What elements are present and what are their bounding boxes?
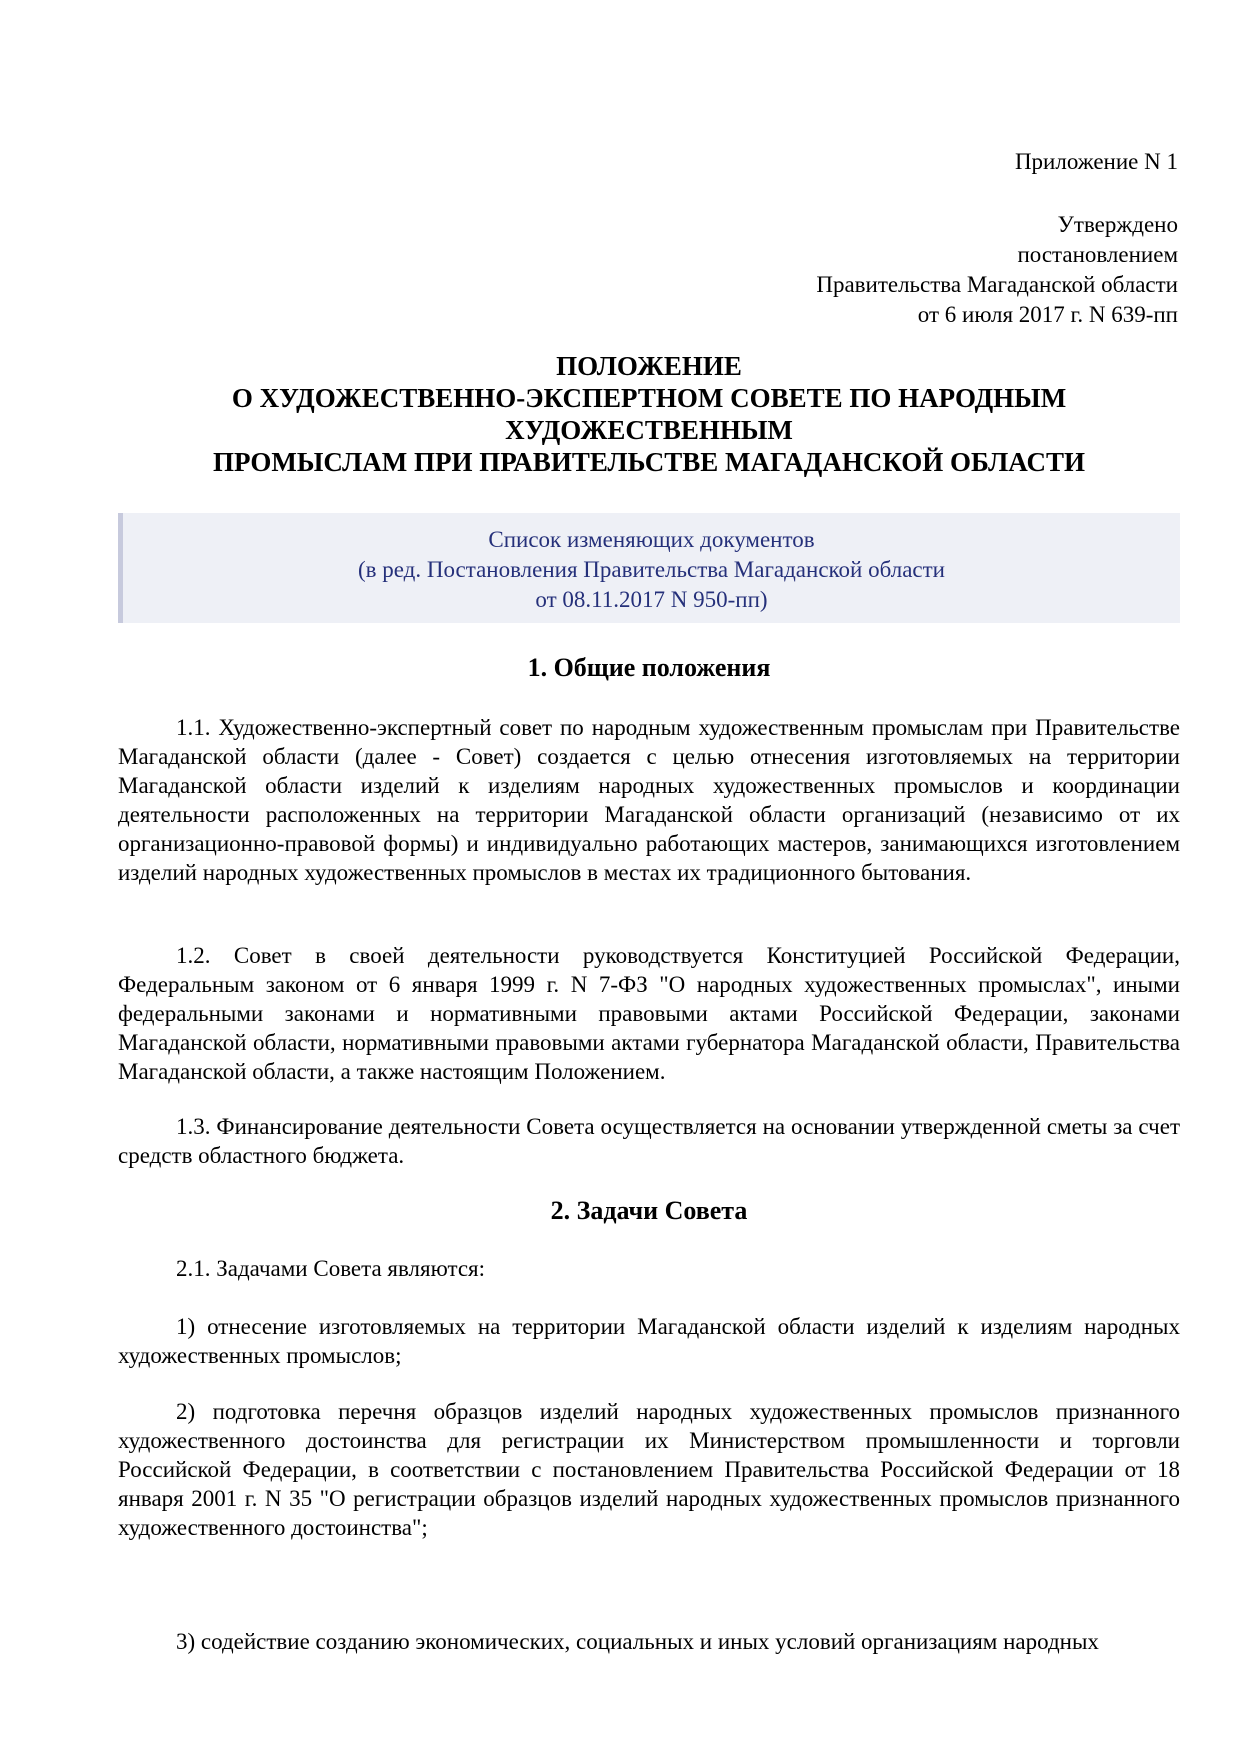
section-heading: 1. Общие положения [527,653,771,682]
annex-label: Приложение N 1 [1014,149,1178,174]
approval-block [816,210,1178,330]
approval-line: от 6 июля 2017 г. N 639-пп [917,302,1178,327]
title-line: ХУДОЖЕСТВЕННЫМ [505,415,793,445]
list-item: 1) отнесение изготовляемых на территории Магаданской области изделий к изделиям народных художественных промыслов; [118,1314,1180,1368]
title-line: ПОЛОЖЕНИЕ [556,351,742,381]
amendments-box [118,513,1180,623]
list-item: 2) подготовка перечня образцов изделий народных художественных промыслов признанного художественного достоинства для регистрации их Министерством промышленности и торговли Российской Федерации, в соответствии с постановлением Правительства Российской Федерации от 18 января 2001 г. N 35 "О регистрации образцов изделий народных художественных промыслов признанного художественного достоинства"; [118,1399,1180,1540]
document-title [118,350,1180,478]
approval-line: Утверждено [1057,212,1178,237]
paragraph: 1.2. Совет в своей деятельности руководствуется Конституцией Российской Федерации, Федеральным законом от 6 января 1999 г. N 7-ФЗ "О народных художественных промыслах", иными федеральными законами и нормативными правовыми актами Российской Федерации, законами Магаданской области, нормативными правовыми актами губернатора Магаданской области, Правительства Магаданской области, а также настоящим Положением. [118,943,1180,1084]
paragraph: 1.3. Финансирование деятельности Совета осуществляется на основании утвержденной сметы за счет средств областного бюджета. [118,1114,1180,1168]
amendments-line: от 08.11.2017 N 950-пп) [535,587,768,612]
amendments-line: Список изменяющих документов [488,527,815,552]
amendments-line: (в ред. Постановления Правительства Магаданской области [358,557,945,582]
approval-line: Правительства Магаданской области [816,272,1178,297]
title-line: О ХУДОЖЕСТВЕННО-ЭКСПЕРТНОМ СОВЕТЕ ПО НАРОДНЫМ [231,383,1067,413]
paragraph: 2.1. Задачами Совета являются: [176,1256,486,1281]
title-line: ПРОМЫСЛАМ ПРИ ПРАВИТЕЛЬСТВЕ МАГАДАНСКОЙ ОБЛАСТИ [213,447,1085,477]
list-item: 3) содействие созданию экономических, социальных и иных условий организациям народных [176,1629,1099,1654]
section-heading: 2. Задачи Совета [550,1196,748,1225]
paragraph: 1.1. Художественно-экспертный совет по народным художественным промыслам при Правительстве Магаданской области (далее - Совет) создается с целью отнесения изготовляемых на территории Магаданской области изделий к изделиям народных художественных промыслов и координации деятельности расположенных на территории Магаданской области организаций (независимо от их организационно-правовой формы) и индивидуально работающих мастеров, занимающихся изготовлением изделий народных художественных промыслов в местах их традиционного бытования. [118,715,1180,885]
approval-line: постановлением [1017,242,1178,267]
